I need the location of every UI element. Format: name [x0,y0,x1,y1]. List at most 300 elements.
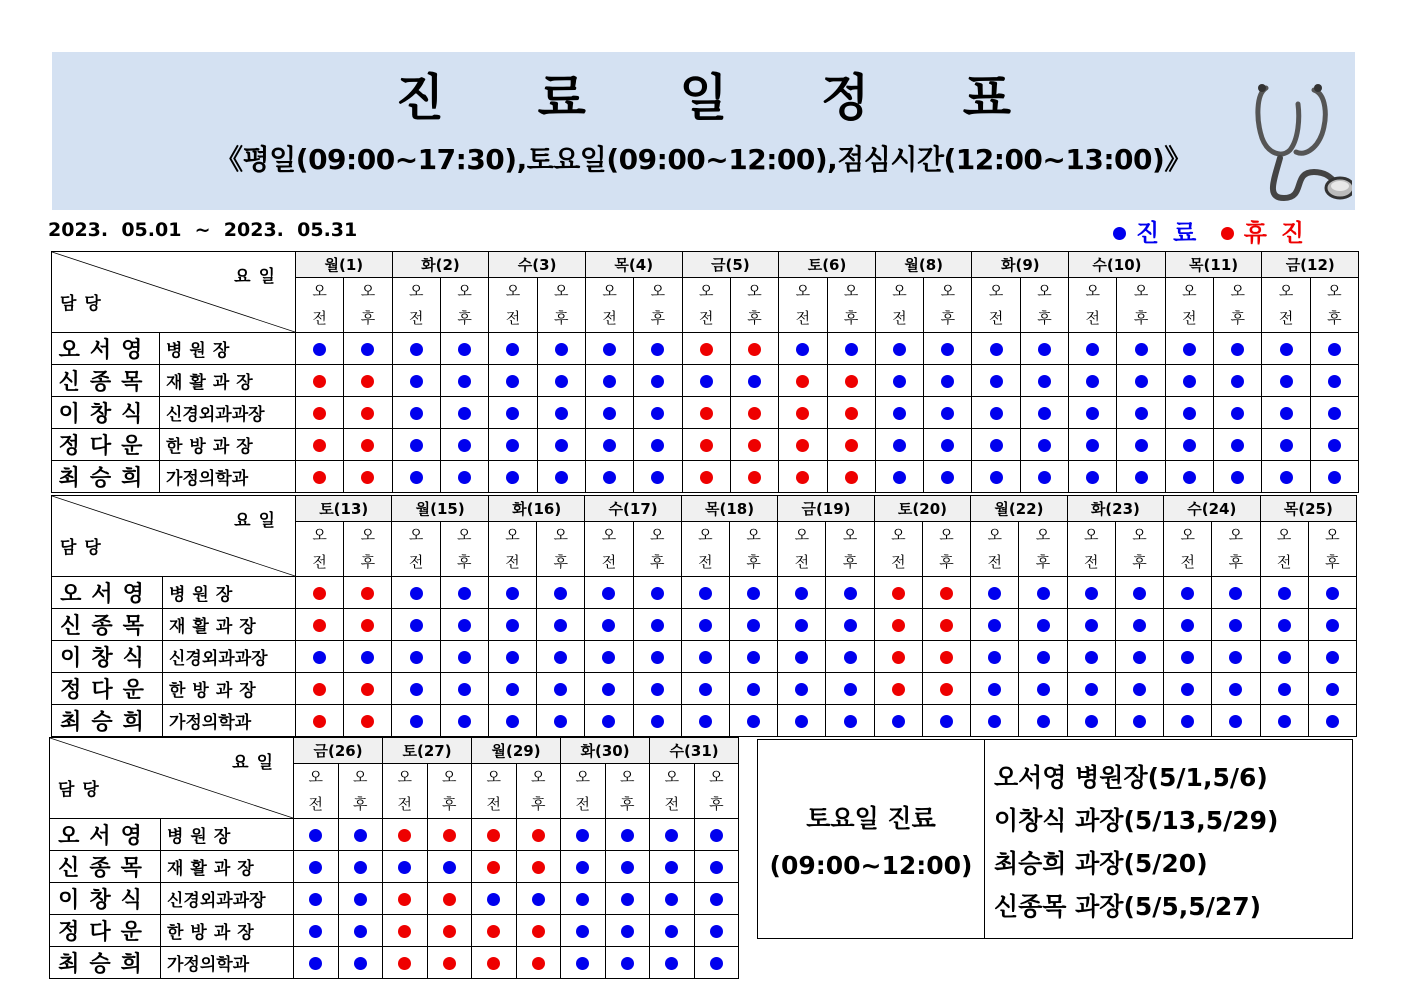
open-dot [410,375,423,388]
open-dot [941,375,954,388]
schedule-cell [338,915,383,947]
closed-dot [892,587,905,600]
closed-dot [845,439,858,452]
schedule-cell [875,429,923,461]
schedule-cell [427,883,472,915]
open-dot [651,471,664,484]
open-dot [1326,683,1339,696]
schedule-cell [779,365,827,397]
schedule-cell [633,609,681,641]
open-dot [1038,343,1051,356]
ampm-label: 후 [440,549,488,577]
schedule-cell [730,333,778,365]
schedule-cell [561,851,606,883]
ampm-label: 전 [392,549,440,577]
day-header: 수(3) [489,252,586,278]
open-dot [795,651,808,664]
ampm-label: 전 [383,791,428,819]
open-legend-dot [1113,227,1126,240]
doctor-title: 병원장 [163,577,296,609]
ampm-label: 오 [296,522,344,550]
open-dot [796,343,809,356]
open-dot [354,829,367,842]
legend [1113,213,1318,248]
ampm-label: 후 [730,549,778,577]
open-dot [1086,343,1099,356]
ampm-label: 오 [489,278,537,306]
open-dot [941,343,954,356]
schedule-cell [294,947,339,979]
open-dot [1328,471,1341,484]
open-dot [845,343,858,356]
ampm-label: 후 [633,549,681,577]
schedule-cell [971,609,1019,641]
schedule-cell [922,705,970,737]
schedule-cell [874,673,922,705]
schedule-cell [516,947,561,979]
closed-dot [313,587,326,600]
open-dot [699,619,712,632]
ampm-label: 전 [971,549,1019,577]
schedule-cell [440,429,488,461]
schedule-cell [344,705,392,737]
doctor-row [50,947,739,979]
schedule-cell [296,609,344,641]
open-dot [1231,471,1244,484]
open-dot [554,619,567,632]
open-dot [361,651,374,664]
open-dot [1231,375,1244,388]
schedule-cell [650,819,695,851]
schedule-cell [682,429,730,461]
schedule-cell [875,333,923,365]
schedule-cell [1164,577,1212,609]
schedule-cell [537,365,585,397]
open-dot [844,587,857,600]
ampm-label: 오 [1067,522,1115,550]
open-dot [665,893,678,906]
closed-dot [443,893,456,906]
open-dot [699,683,712,696]
ampm-label: 오 [730,278,778,306]
open-dot [795,587,808,600]
open-dot [699,651,712,664]
schedule-table-2 [51,495,1357,737]
day-axis-label: 요일 [234,267,283,287]
open-dot [361,343,374,356]
open-dot [844,683,857,696]
saturday-doctor-list [994,756,1278,928]
schedule-cell [392,609,440,641]
schedule-cell [827,333,875,365]
schedule-cell [1212,609,1260,641]
doctor-title: 한방과장 [163,673,296,705]
ampm-label: 후 [516,791,561,819]
doctor-title: 한방과장 [160,429,296,461]
open-dot [941,439,954,452]
open-legend-label: 진료 [1136,219,1211,247]
open-dot [1133,651,1146,664]
schedule-cell [392,333,440,365]
schedule-cell [1067,673,1115,705]
open-dot [410,343,423,356]
schedule-cell [1165,429,1213,461]
doctor-row [52,333,1359,365]
open-dot [458,683,471,696]
ampm-label: 오 [1165,278,1213,306]
ampm-label: 오 [682,278,730,306]
ampm-label: 전 [681,549,729,577]
schedule-cell [1019,577,1067,609]
schedule-cell [472,883,517,915]
closed-dot [487,925,500,938]
open-dot [309,925,322,938]
schedule-cell [1020,333,1068,365]
schedule-cell [1019,705,1067,737]
schedule-cell [1115,705,1163,737]
open-dot [506,471,519,484]
open-dot [354,925,367,938]
open-dot [309,861,322,874]
doctor-name: 신종목 [52,609,163,641]
schedule-cell [392,641,440,673]
open-dot [1326,715,1339,728]
open-dot [795,715,808,728]
schedule-cell [924,397,972,429]
closed-dot [892,683,905,696]
schedule-cell [874,609,922,641]
schedule-cell [1310,365,1358,397]
schedule-cell [489,365,537,397]
open-dot [990,375,1003,388]
schedule-cell [730,577,778,609]
closed-dot [398,925,411,938]
ampm-label: 후 [922,549,970,577]
saturday-doctor-entry: 최승희 과장(5/20) [994,849,1208,878]
schedule-cell [633,705,681,737]
schedule-cell [681,705,729,737]
doctor-row [52,397,1359,429]
schedule-cell [972,461,1020,493]
closed-dot [748,343,761,356]
open-dot [576,829,589,842]
doctor-title: 재활과장 [161,851,294,883]
header-banner [52,52,1355,210]
open-dot [1278,715,1291,728]
open-dot [747,619,760,632]
open-dot [1278,683,1291,696]
open-dot [458,439,471,452]
closed-dot [748,471,761,484]
ampm-label: 오 [874,522,922,550]
closed-dot [398,957,411,970]
open-dot [1037,619,1050,632]
ampm-label: 오 [650,764,695,792]
schedule-cell [392,705,440,737]
closed-dot [796,471,809,484]
day-header: 수(24) [1164,496,1260,522]
open-dot [844,715,857,728]
doctor-row [50,851,739,883]
ampm-label: 오 [972,278,1020,306]
closed-dot [398,893,411,906]
schedule-cell [561,915,606,947]
open-dot [988,587,1001,600]
schedule-cell [972,333,1020,365]
open-dot [576,893,589,906]
ampm-label: 후 [1310,305,1358,333]
ampm-label: 전 [1260,549,1308,577]
open-dot [1278,619,1291,632]
ampm-label: 오 [778,522,826,550]
schedule-cell [488,673,536,705]
doctor-name: 정다운 [52,429,160,461]
open-dot [990,439,1003,452]
ampm-label: 후 [826,549,874,577]
schedule-cell [650,883,695,915]
ampm-label: 후 [694,791,739,819]
doctor-title: 신경외과과장 [161,883,294,915]
schedule-cell [730,673,778,705]
open-dot [1278,651,1291,664]
open-dot [602,587,615,600]
open-dot [576,957,589,970]
open-dot [576,861,589,874]
closed-dot [532,829,545,842]
closed-dot [700,439,713,452]
open-dot [603,439,616,452]
open-dot [1037,715,1050,728]
schedule-table-1 [51,251,1359,493]
schedule-cell [561,947,606,979]
day-axis-label: 요일 [234,511,283,531]
ampm-label: 전 [1069,305,1117,333]
open-dot [748,375,761,388]
open-dot [458,651,471,664]
schedule-cell [1165,397,1213,429]
open-dot [603,407,616,420]
open-dot [940,715,953,728]
open-dot [1181,683,1194,696]
open-dot [1280,471,1293,484]
schedule-cell [1117,333,1165,365]
ampm-label: 오 [1020,278,1068,306]
doctor-row [50,915,739,947]
open-dot [988,651,1001,664]
doctor-row [52,429,1359,461]
schedule-cell [681,641,729,673]
open-dot [988,619,1001,632]
open-dot [1328,407,1341,420]
schedule-cell [633,641,681,673]
schedule-cell [827,461,875,493]
schedule-cell [971,577,1019,609]
closed-dot [487,829,500,842]
schedule-cell [922,577,970,609]
schedule-cell [1308,609,1356,641]
schedule-cell [634,461,682,493]
open-dot [410,471,423,484]
schedule-cell [1067,609,1115,641]
open-dot [621,861,634,874]
ampm-label: 전 [972,305,1020,333]
day-header: 수(10) [1069,252,1166,278]
ampm-label: 오 [427,764,472,792]
open-dot [602,715,615,728]
closed-dot [700,343,713,356]
doctor-name: 신종목 [50,851,161,883]
saturday-clinic-title: 토요일 진료 [806,803,936,833]
closed-dot [796,375,809,388]
schedule-cell [730,365,778,397]
open-dot [710,861,723,874]
schedule-cell [1020,429,1068,461]
schedule-cell [585,673,633,705]
ampm-label: 오 [605,764,650,792]
schedule-cell [971,673,1019,705]
ampm-label: 오 [440,278,488,306]
ampm-label: 오 [537,278,585,306]
schedule-cell [585,429,633,461]
open-dot [506,375,519,388]
open-dot [710,829,723,842]
schedule-cell [779,397,827,429]
schedule-cell [537,461,585,493]
doctor-row [52,705,1357,737]
schedule-cell [634,429,682,461]
schedule-cell [585,365,633,397]
day-header: 목(4) [585,252,682,278]
open-dot [710,957,723,970]
schedule-cell [778,609,826,641]
schedule-cell [585,641,633,673]
schedule-cell [924,333,972,365]
schedule-cell [1262,333,1310,365]
schedule-cell [344,429,392,461]
ampm-label: 후 [924,305,972,333]
open-dot [1229,683,1242,696]
closed-dot [940,619,953,632]
ampm-label: 전 [682,305,730,333]
schedule-cell [440,365,488,397]
ampm-label: 전 [1262,305,1310,333]
schedule-cell [440,577,488,609]
staff-axis-label: 담당 [60,294,109,314]
open-dot [1326,619,1339,632]
ampm-label: 오 [1308,522,1356,550]
schedule-cell [294,819,339,851]
closed-dot [700,471,713,484]
schedule-cell [778,673,826,705]
open-dot [1231,343,1244,356]
ampm-label: 오 [537,522,585,550]
open-dot [1086,439,1099,452]
doctor-title: 한방과장 [161,915,294,947]
schedule-cell [1164,673,1212,705]
schedule-cell [874,641,922,673]
schedule-cell [383,947,428,979]
day-header: 월(29) [472,738,561,764]
open-dot [893,439,906,452]
open-dot [651,439,664,452]
ampm-label: 후 [605,791,650,819]
open-dot [1038,439,1051,452]
schedule-cell [585,461,633,493]
doctor-row [52,673,1357,705]
closed-dot [313,683,326,696]
schedule-cell [294,851,339,883]
schedule-cell [778,577,826,609]
schedule-cell [730,429,778,461]
schedule-cell [633,673,681,705]
schedule-cell [1214,365,1262,397]
closed-dot [487,861,500,874]
day-header: 월(15) [392,496,488,522]
open-dot [1086,407,1099,420]
open-dot [458,715,471,728]
closed-dot [532,957,545,970]
schedule-cell [472,915,517,947]
doctor-name: 정다운 [52,673,163,705]
closed-dot [361,587,374,600]
day-header: 금(5) [682,252,779,278]
schedule-cell [634,397,682,429]
doctor-row [52,365,1359,397]
open-dot [506,683,519,696]
closed-dot [361,471,374,484]
schedule-cell [1310,333,1358,365]
ampm-label: 오 [338,764,383,792]
schedule-cell [779,429,827,461]
schedule-cell [344,461,392,493]
doctor-title: 신경외과과장 [160,397,296,429]
schedule-cell [440,705,488,737]
schedule-cell [383,883,428,915]
schedule-cell [1069,397,1117,429]
saturday-doctor-entry: 이창식 과장(5/13,5/29) [994,806,1279,835]
closed-dot [313,407,326,420]
ampm-label: 오 [440,522,488,550]
open-dot [603,343,616,356]
closed-dot [313,439,326,452]
day-header: 토(13) [296,496,392,522]
ampm-label: 오 [1115,522,1163,550]
schedule-cell [1260,673,1308,705]
schedule-cell [694,883,739,915]
open-dot [555,439,568,452]
ampm-label: 오 [875,278,923,306]
schedule-cell [344,577,392,609]
ampm-label: 전 [296,549,344,577]
doctor-row [50,819,739,851]
schedule-cell [383,915,428,947]
day-header: 화(16) [488,496,584,522]
closed-legend-dot [1221,227,1234,240]
closed-dot [532,861,545,874]
open-dot [555,407,568,420]
ampm-label: 오 [585,278,633,306]
ampm-label: 후 [1117,305,1165,333]
schedule-cell [650,915,695,947]
schedule-cell [537,397,585,429]
doctor-name: 오서영 [52,333,160,365]
schedule-cell [516,915,561,947]
schedule-cell [971,641,1019,673]
open-dot [941,471,954,484]
ampm-label: 오 [1262,278,1310,306]
day-header: 월(22) [971,496,1067,522]
ampm-label: 후 [344,549,392,577]
